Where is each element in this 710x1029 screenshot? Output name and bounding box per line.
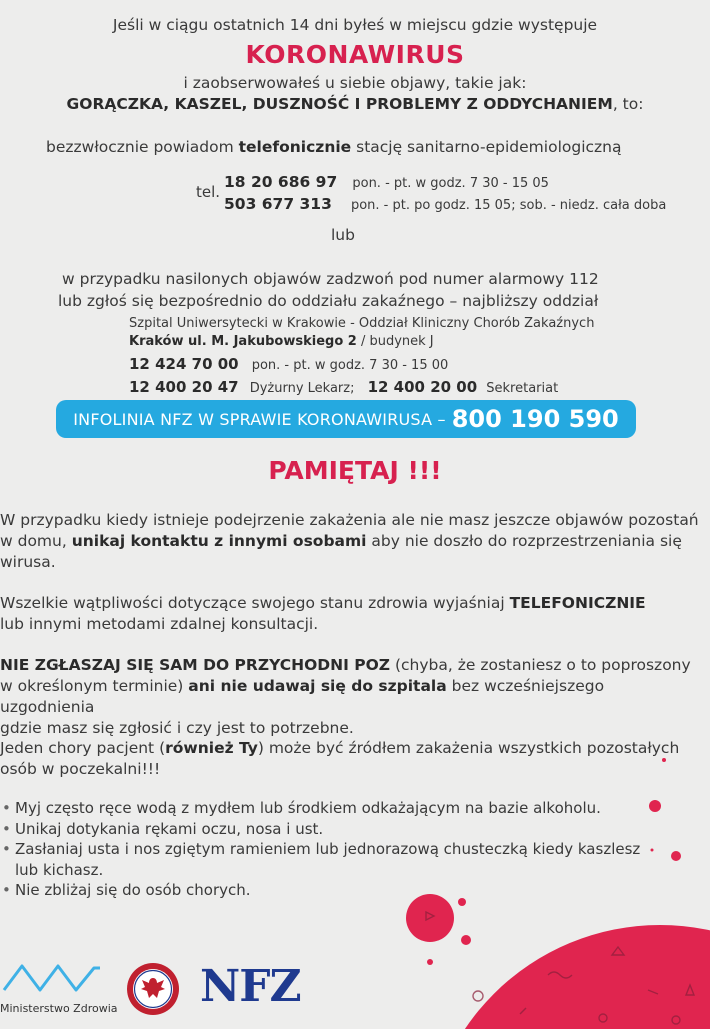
hospital-phone-row-2 <box>129 377 558 396</box>
eagle-seal-icon <box>126 962 180 1016</box>
intro-text: Jeśli w ciągu ostatnich 14 dni byłeś w miejscu gdzie występuje <box>112 16 598 34</box>
decor-shapes <box>426 912 694 1024</box>
doctor-label: Dyżurny Lekarz; <box>249 381 355 396</box>
paragraph-4 <box>0 738 700 780</box>
p1-bold: unikaj kontaktu z innymi osobami <box>71 532 367 550</box>
tel-label: tel. <box>196 183 221 201</box>
decor-dot <box>427 959 433 965</box>
p3-c: bez wcześniejszego uzgodnienia <box>0 677 605 716</box>
p3-bold-1: NIE ZGŁASZAJ SIĘ SAM DO PRZYCHODNI POZ <box>0 656 391 674</box>
symptoms-intro: i zaobserwowałeś u siebie objawy, takie jak: <box>183 74 527 92</box>
phone-hours: pon. - pt. po godz. 15 05; sob. - niedz. cała doba <box>350 198 667 213</box>
infoline-number: 800 190 590 <box>451 405 619 433</box>
sanitary-inspection-seal <box>126 962 180 1016</box>
hospital-address <box>129 334 434 349</box>
bullet-3-cont: lub kichasz. <box>15 860 104 879</box>
decor-blob <box>425 925 710 1029</box>
nfz-logo: NFZ <box>200 961 301 1012</box>
p2-bold: TELEFONICZNIE <box>509 594 646 612</box>
hospital-phone-hours: pon. - pt. w godz. 7 30 - 15 00 <box>251 358 449 373</box>
symptoms-line <box>0 95 710 113</box>
p1-d: wirusa. <box>0 553 56 571</box>
or-text: lub <box>331 226 355 244</box>
address-bold: Kraków ul. M. Jakubowskiego 2 <box>129 334 357 349</box>
decor-dot <box>406 894 454 942</box>
p4-b: ) może być źródłem zakażenia wszystkich pozostałych <box>257 739 680 757</box>
list-item <box>2 839 662 880</box>
decor-dot <box>461 935 471 945</box>
paragraph-1 <box>0 510 700 573</box>
p3-b: w określonym terminie) <box>0 677 189 695</box>
p1-c: aby nie doszło do rozprzestrzeniania się <box>366 532 682 550</box>
hospital-phone: 12 400 20 47 <box>129 378 239 396</box>
list-item: • Unikaj dotykania rękami oczu, nosa i ust. <box>2 819 662 840</box>
p4-bold: również Ty <box>165 739 258 757</box>
notify-pre: bezzwłocznie powiadom <box>46 138 239 156</box>
infoline-banner <box>56 400 636 438</box>
ministry-logo <box>0 960 118 1015</box>
hospital-phone: 12 424 70 00 <box>129 355 239 373</box>
notify-post: stację sanitarno-epidemiologiczną <box>351 138 622 156</box>
hospital-phone: 12 400 20 00 <box>367 378 478 396</box>
phone-row-1 <box>224 172 549 191</box>
bullet-3-text: Zasłaniaj usta i nos zgiętym ramieniem lub jednorazową chusteczką kiedy kaszlesz <box>15 840 641 858</box>
decor-dot <box>671 851 681 861</box>
p4-c: osób w poczekalni!!! <box>0 760 161 778</box>
phone-number: 18 20 686 97 <box>224 173 338 191</box>
symptoms-tail: , to: <box>612 95 644 113</box>
phone-number: 503 677 313 <box>224 195 332 213</box>
remember-title: PAMIĘTAJ !!! <box>268 456 442 485</box>
notify-bold: telefonicznie <box>238 138 352 156</box>
p3-bold-2: ani nie udawaj się do szpitala <box>188 677 447 695</box>
phone-row-2 <box>224 194 666 213</box>
virus-title: KORONAWIRUS <box>245 40 465 69</box>
ministry-label: Ministerstwo Zdrowia <box>0 1002 118 1015</box>
p3-a: (chyba, że zostaniesz o to poproszony <box>390 656 691 674</box>
p1-a: W przypadku kiedy istnieje podejrzenie zakażenia ale nie masz jeszcze objawów pozostań <box>0 511 699 529</box>
address-tail: / budynek J <box>356 334 434 349</box>
p2-a: Wszelkie wątpliwości dotyczące swojego stanu zdrowia wyjaśniaj <box>0 594 510 612</box>
hospital-phone-row-1 <box>129 354 448 373</box>
tips-list <box>2 798 662 901</box>
emergency-line-1: w przypadku nasilonych objawów zadzwoń pod numer alarmowy 112 <box>62 270 599 288</box>
p2-b: lub innymi metodami zdalnej konsultacji. <box>0 615 319 633</box>
infoline-label: INFOLINIA NFZ W SPRAWIE KORONAWIRUSA – <box>73 409 446 429</box>
paragraph-2 <box>0 593 700 635</box>
p3-d: gdzie masz się zgłosić i czy jest to potrzebne. <box>0 719 354 737</box>
p1-b: w domu, <box>0 532 72 550</box>
symptoms-list: GORĄCZKA, KASZEL, DUSZNOŚĆ I PROBLEMY Z ODDYCHANIEM <box>66 95 613 113</box>
secretary-label: Sekretariat <box>486 381 559 396</box>
hospital-name: Szpital Uniwersytecki w Krakowie - Oddział Kliniczny Chorób Zakaźnych <box>129 316 595 331</box>
notify-line <box>46 138 621 156</box>
p4-a: Jeden chory pacjent ( <box>0 739 166 757</box>
list-item: • Myj często ręce wodą z mydłem lub środkiem odkażającym na bazie alkoholu. <box>2 798 662 819</box>
paragraph-3 <box>0 655 700 739</box>
emergency-line-2: lub zgłoś się bezpośrednio do oddziału zakaźnego – najbliższy oddział <box>58 292 599 310</box>
phone-hours: pon. - pt. w godz. 7 30 - 15 05 <box>352 176 549 191</box>
list-item: • Nie zbliżaj się do osób chorych. <box>2 880 662 901</box>
ministry-logo-icon <box>0 960 104 996</box>
